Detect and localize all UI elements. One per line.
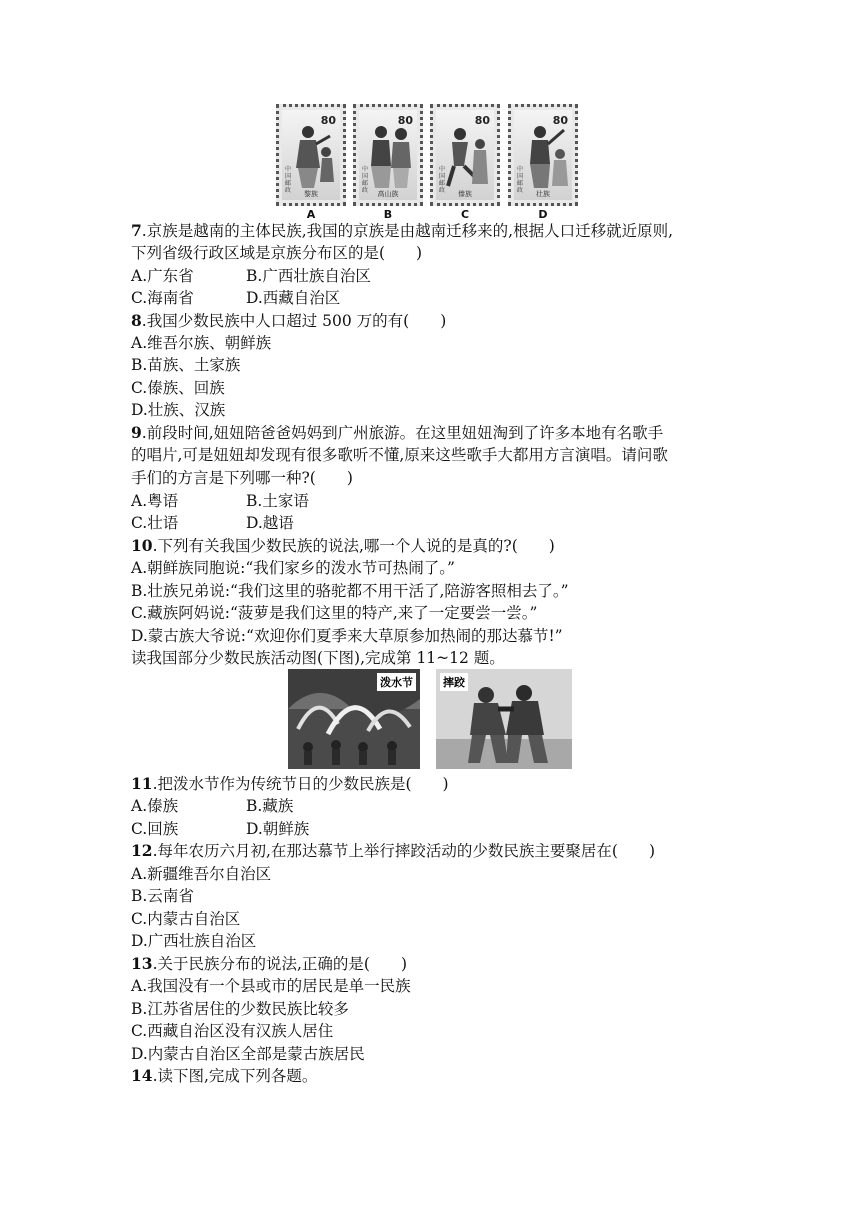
instruction-11-12: 读我国部分少数民族活动图(下图),完成第 11~12 题。 bbox=[131, 649, 505, 667]
stamp-country: 中国邮政 bbox=[439, 166, 446, 194]
option-10a[interactable]: A.朝鲜族同胞说:“我们家乡的泼水节可热闹了。” bbox=[131, 559, 455, 577]
stamp-country: 中国邮政 bbox=[285, 166, 292, 194]
question-13-stem bbox=[131, 954, 407, 974]
option-12b[interactable]: B.云南省 bbox=[131, 887, 194, 905]
stamp-value: 80 bbox=[397, 114, 413, 127]
question-text: .下列有关我国少数民族的说法,哪一个人说的是真的?( ) bbox=[152, 537, 555, 555]
option-9a[interactable]: A.粤语 bbox=[131, 492, 179, 510]
question-number: 11 bbox=[131, 774, 153, 793]
wrestling-photo bbox=[436, 669, 572, 769]
question-text: .关于民族分布的说法,正确的是( ) bbox=[152, 955, 408, 973]
option-8b[interactable]: B.苗族、土家族 bbox=[131, 356, 241, 374]
option-7d[interactable]: D.西藏自治区 bbox=[246, 289, 341, 307]
option-12a[interactable]: A.新疆维吾尔自治区 bbox=[131, 865, 272, 883]
option-12c[interactable]: C.内蒙古自治区 bbox=[131, 910, 241, 928]
question-12-stem bbox=[131, 841, 655, 861]
option-13a[interactable]: A.我国没有一个县或市的居民是单一民族 bbox=[131, 977, 411, 995]
option-12d[interactable]: D.广西壮族自治区 bbox=[131, 932, 257, 950]
dancer-figure-icon bbox=[444, 122, 492, 194]
option-9d[interactable]: D.越语 bbox=[246, 514, 294, 532]
stamp-country: 中国邮政 bbox=[362, 166, 369, 194]
question-text: .前段时间,妞妞陪爸爸妈妈到广州旅游。在这里妞妞淘到了许多本地有名歌手 bbox=[141, 424, 664, 442]
photo-label: 泼水节 bbox=[377, 673, 416, 691]
option-8a[interactable]: A.维吾尔族、朝鲜族 bbox=[131, 334, 272, 352]
option-11d[interactable]: D.朝鲜族 bbox=[246, 820, 310, 838]
water-splashing-photo bbox=[288, 669, 420, 769]
dancer-figure-icon bbox=[522, 122, 570, 194]
question-8-stem bbox=[131, 311, 446, 331]
stamp-country: 中国邮政 bbox=[517, 166, 524, 194]
question-number: 14 bbox=[131, 1066, 153, 1085]
question-text: .读下图,完成下列各题。 bbox=[152, 1067, 318, 1085]
stamp-letter-b: B bbox=[383, 208, 393, 221]
stamp-value: 80 bbox=[320, 114, 336, 127]
stamp-b bbox=[353, 104, 423, 206]
stamp-value: 80 bbox=[474, 114, 490, 127]
question-number: 7 bbox=[131, 221, 142, 240]
question-10-stem bbox=[131, 536, 555, 556]
question-7-stem-cont: 下列省级行政区域是京族分布区的是( ) bbox=[131, 244, 423, 262]
stamp-d bbox=[508, 104, 578, 206]
option-10b[interactable]: B.壮族兄弟说:“我们这里的骆驼都不用干活了,陪游客照相去了。” bbox=[131, 582, 569, 600]
stamp-caption: 黎族 bbox=[304, 190, 318, 198]
option-11c[interactable]: C.回族 bbox=[131, 820, 179, 838]
dancer-figure-icon bbox=[290, 122, 338, 194]
question-7-stem bbox=[131, 221, 673, 241]
option-10c[interactable]: C.藏族阿妈说:“菠萝是我们这里的特产,来了一定要尝一尝。” bbox=[131, 604, 538, 622]
question-text: .每年农历六月初,在那达慕节上举行摔跤活动的少数民族主要聚居在( ) bbox=[152, 842, 656, 860]
question-9-stem bbox=[131, 423, 663, 443]
stamp-figure bbox=[276, 104, 586, 222]
option-9b[interactable]: B.土家语 bbox=[246, 492, 309, 510]
option-9c[interactable]: C.壮语 bbox=[131, 514, 179, 532]
question-number: 8 bbox=[131, 311, 142, 330]
question-number: 9 bbox=[131, 423, 142, 442]
question-text: .京族是越南的主体民族,我国的京族是由越南迁移来的,根据人口迁移就近原则, bbox=[141, 222, 674, 240]
stamp-caption: 傣族 bbox=[458, 190, 472, 198]
question-9-stem-cont: 的唱片,可是妞妞却发现有很多歌听不懂,原来这些歌手大都用方言演唱。请问歌 bbox=[131, 446, 668, 464]
question-number: 13 bbox=[131, 954, 153, 973]
option-7b[interactable]: B.广西壮族自治区 bbox=[246, 267, 371, 285]
option-11a[interactable]: A.傣族 bbox=[131, 797, 179, 815]
question-number: 12 bbox=[131, 841, 153, 860]
stamp-caption: 壮族 bbox=[536, 190, 550, 198]
option-10d[interactable]: D.蒙古族大爷说:“欢迎你们夏季来大草原参加热闹的那达慕节!” bbox=[131, 627, 563, 645]
stamp-c bbox=[430, 104, 500, 206]
stamp-value: 80 bbox=[552, 114, 568, 127]
stamp-caption: 高山族 bbox=[377, 190, 399, 198]
option-13b[interactable]: B.江苏省居住的少数民族比较多 bbox=[131, 1000, 349, 1018]
option-8d[interactable]: D.壮族、汉族 bbox=[131, 401, 226, 419]
stamp-a bbox=[276, 104, 346, 206]
option-13d[interactable]: D.内蒙古自治区全部是蒙古族居民 bbox=[131, 1045, 365, 1063]
dancer-figure-icon bbox=[367, 122, 415, 194]
option-8c[interactable]: C.傣族、回族 bbox=[131, 379, 225, 397]
option-7c[interactable]: C.海南省 bbox=[131, 289, 194, 307]
option-11b[interactable]: B.藏族 bbox=[246, 797, 294, 815]
question-text: .我国少数民族中人口超过 500 万的有( ) bbox=[141, 312, 447, 330]
question-9-stem-cont2: 手们的方言是下列哪一种?( ) bbox=[131, 469, 353, 487]
option-7a[interactable]: A.广东省 bbox=[131, 267, 194, 285]
stamp-letter-c: C bbox=[460, 208, 470, 221]
question-text: .把泼水节作为传统节日的少数民族是( ) bbox=[152, 775, 449, 793]
stamp-letter-a: A bbox=[306, 208, 316, 221]
option-13c[interactable]: C.西藏自治区没有汉族人居住 bbox=[131, 1022, 334, 1040]
question-number: 10 bbox=[131, 536, 153, 555]
photo-label: 摔跤 bbox=[440, 673, 468, 691]
question-11-stem bbox=[131, 774, 449, 794]
stamp-letter-d: D bbox=[538, 208, 548, 221]
question-14-stem bbox=[131, 1066, 317, 1086]
